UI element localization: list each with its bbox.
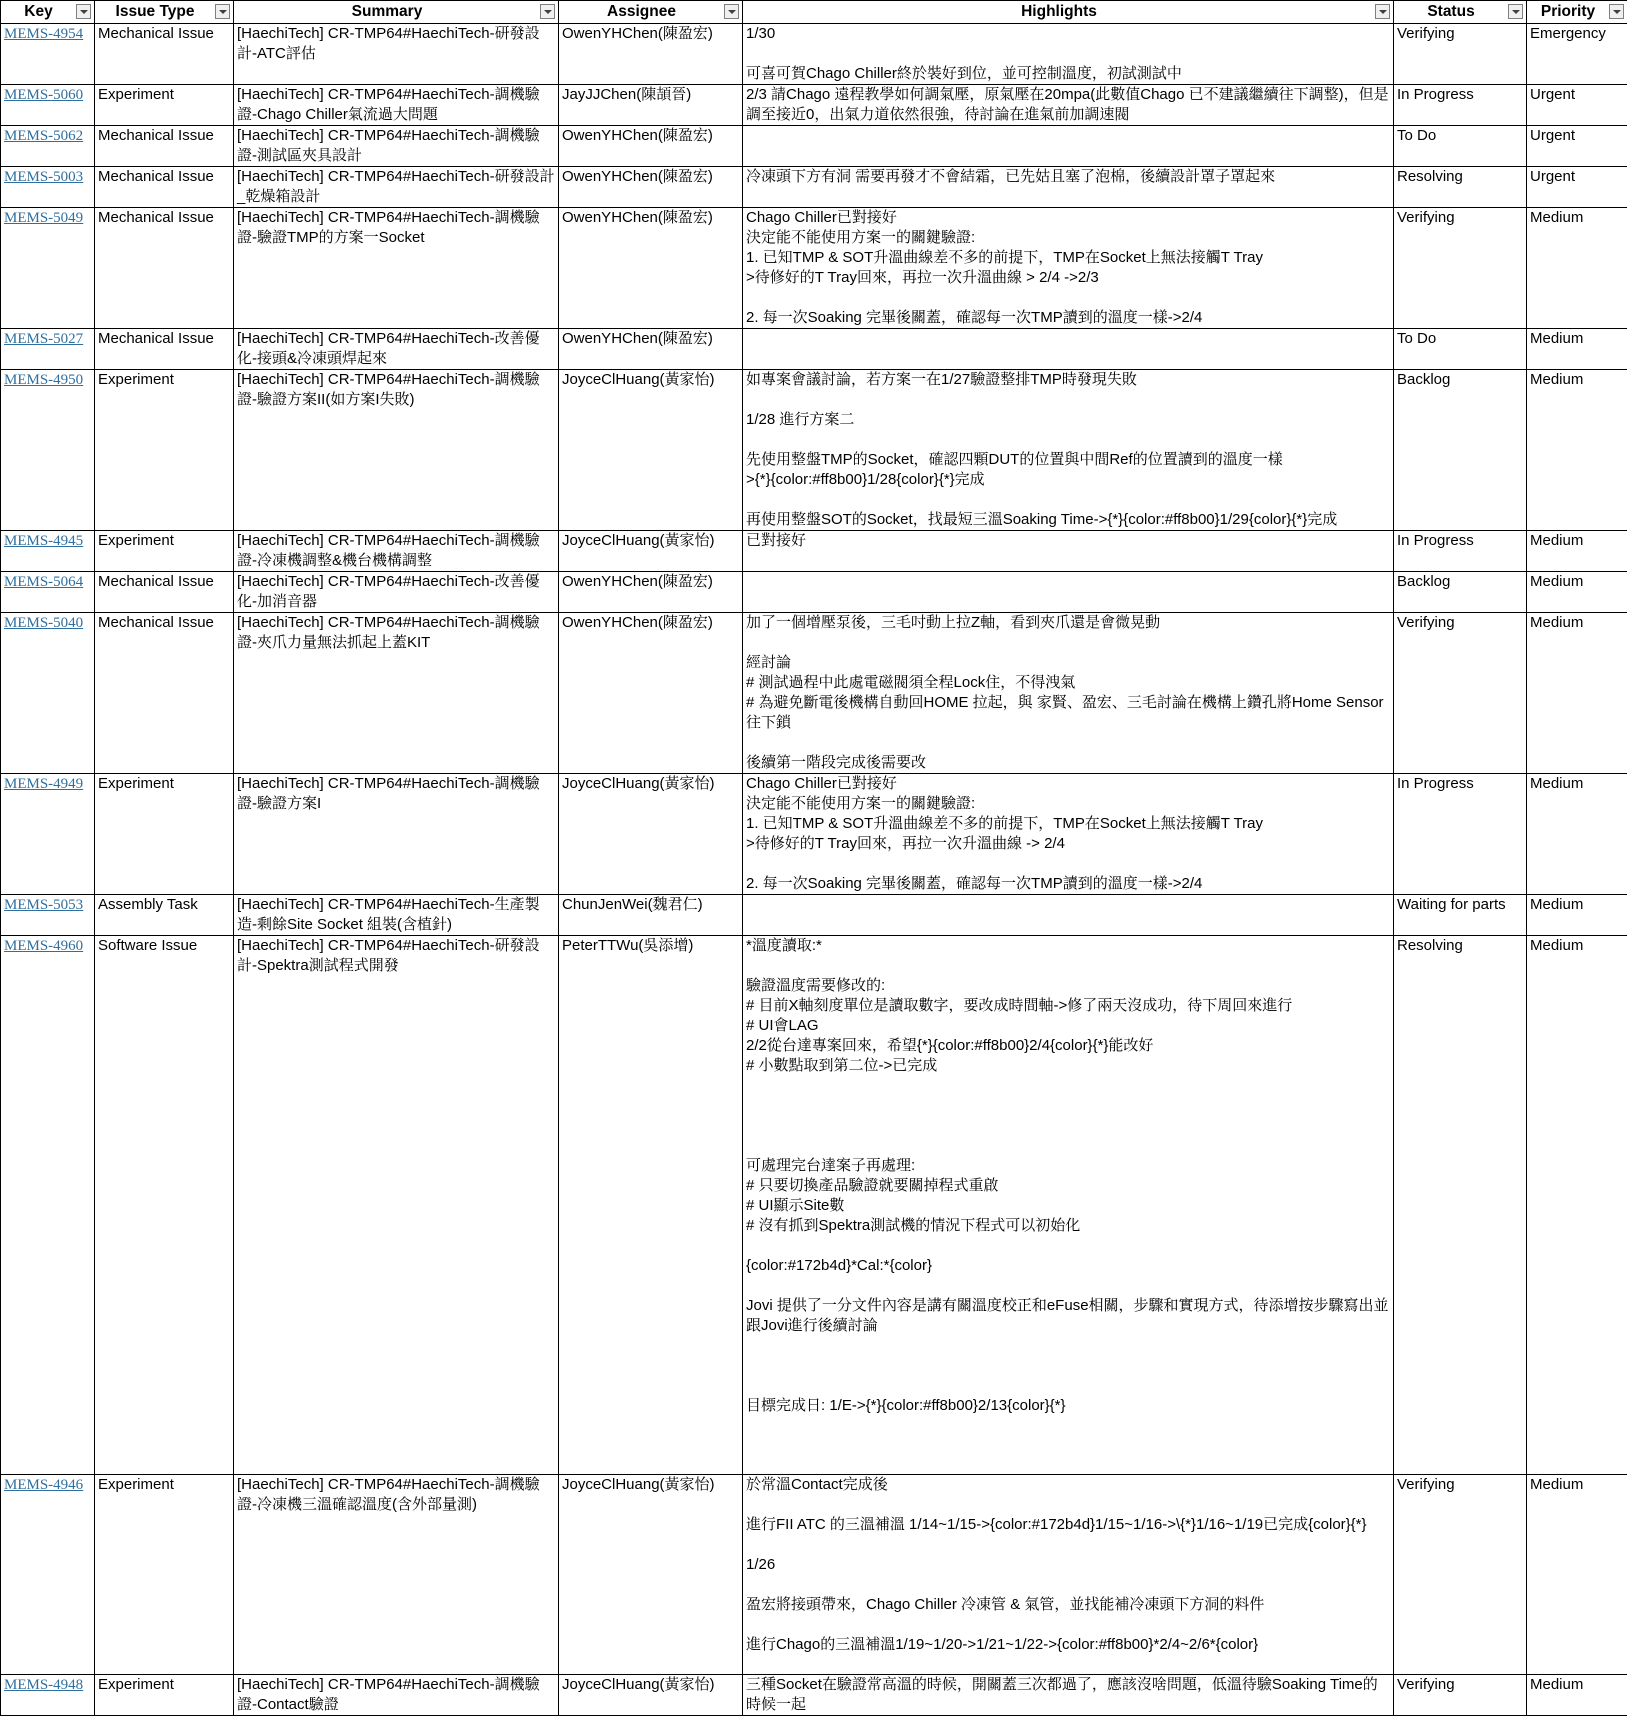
status-cell[interactable]: Backlog: [1394, 572, 1527, 613]
table-row: [1, 126, 1627, 167]
key-cell: [1, 208, 95, 329]
issue-key-link[interactable]: MEMS-5040: [4, 615, 83, 631]
table-row: [1, 936, 1627, 1475]
summary-cell[interactable]: [HaechiTech] CR-TMP64#HaechiTech-調機驗證-測試區夾具設計: [234, 126, 559, 167]
highlights-cell[interactable]: 三種Socket在驗證常高溫的時候，開關蓋三次都過了，應該沒啥問題，低溫待驗Soaking Time的時候一起: [743, 1675, 1394, 1716]
column-header-status: [1394, 1, 1527, 24]
summary-cell[interactable]: [HaechiTech] CR-TMP64#HaechiTech-研發設計_乾燥箱設計: [234, 167, 559, 208]
priority-cell[interactable]: Urgent: [1527, 126, 1627, 167]
key-cell: [1, 167, 95, 208]
status-cell[interactable]: Verifying: [1394, 208, 1527, 329]
status-cell[interactable]: To Do: [1394, 126, 1527, 167]
highlights-cell[interactable]: 已對接好: [743, 531, 1394, 572]
highlights-cell[interactable]: 如專案會議討論，若方案一在1/27驗證整排TMP時發現失敗 1/28 進行方案二 先使用整盤TMP的Socket，確認四顆DUT的位置與中間Ref的位置讀到的溫度一樣 >{*}{color:#ff8b00}1/28{color}{*}完成 再使用整盤SOT的Socket，找最短三溫Soaking Time->{*}{color:#ff8b00}1/29{color}{*}完成: [743, 370, 1394, 531]
priority-cell[interactable]: Urgent: [1527, 167, 1627, 208]
filter-dropdown-icon[interactable]: [1609, 4, 1624, 19]
summary-cell[interactable]: [HaechiTech] CR-TMP64#HaechiTech-生產製造-剩餘Site Socket 組裝(含植針): [234, 895, 559, 936]
issue-key-link[interactable]: MEMS-5053: [4, 897, 83, 913]
issue-key-link[interactable]: MEMS-5049: [4, 210, 83, 226]
table-row: [1, 774, 1627, 895]
highlights-cell[interactable]: 冷凍頭下方有洞 需要再發才不會結霜，已先姑且塞了泡棉，後續設計罩子罩起來: [743, 167, 1394, 208]
priority-cell[interactable]: Medium: [1527, 1475, 1627, 1675]
issue-key-link[interactable]: MEMS-5060: [4, 87, 83, 103]
column-header-label: Status: [1394, 1, 1526, 23]
filter-dropdown-icon[interactable]: [1375, 4, 1390, 19]
issue-type-cell[interactable]: Experiment: [95, 774, 234, 895]
summary-cell[interactable]: [HaechiTech] CR-TMP64#HaechiTech-調機驗證-驗證TMP的方案一Socket: [234, 208, 559, 329]
issue-type-cell[interactable]: Experiment: [95, 370, 234, 531]
key-cell: [1, 126, 95, 167]
priority-cell[interactable]: Medium: [1527, 531, 1627, 572]
priority-cell[interactable]: Medium: [1527, 613, 1627, 774]
priority-cell[interactable]: Urgent: [1527, 85, 1627, 126]
table-row: [1, 895, 1627, 936]
summary-cell[interactable]: [HaechiTech] CR-TMP64#HaechiTech-調機驗證-驗證方案I: [234, 774, 559, 895]
summary-cell[interactable]: [HaechiTech] CR-TMP64#HaechiTech-調機驗證-驗證方案II(如方案I失敗): [234, 370, 559, 531]
issue-type-cell[interactable]: Mechanical Issue: [95, 613, 234, 774]
status-cell[interactable]: In Progress: [1394, 774, 1527, 895]
highlights-cell[interactable]: [743, 572, 1394, 613]
issue-key-link[interactable]: MEMS-4946: [4, 1477, 83, 1493]
summary-cell[interactable]: [HaechiTech] CR-TMP64#HaechiTech-改善優化-接頭&冷凍頭焊起來: [234, 329, 559, 370]
highlights-cell[interactable]: 於常溫Contact完成後 進行FII ATC 的三溫補溫 1/14~1/15->{color:#172b4d}1/15~1/16->\{*}1/16~1/19已完成{color}{*} 1/26 盈宏將接頭帶來，Chago Chiller 冷凍管 & 氣管，並找能補冷凍頭下方洞的料件 進行Chago的三溫補溫1/19~1/20->1/21~1/22->{color:#ff8b00}*2/4~2/6*{color}: [743, 1475, 1394, 1675]
priority-cell[interactable]: Medium: [1527, 895, 1627, 936]
column-header-label: Issue Type: [95, 1, 233, 23]
summary-cell[interactable]: [HaechiTech] CR-TMP64#HaechiTech-改善優化-加消音器: [234, 572, 559, 613]
table-row: [1, 208, 1627, 329]
priority-cell[interactable]: Medium: [1527, 329, 1627, 370]
column-header-label: Highlights: [743, 1, 1393, 23]
assignee-cell[interactable]: JoyceClHuang(黃家怡): [559, 1675, 743, 1716]
issue-key-link[interactable]: MEMS-5027: [4, 331, 83, 347]
status-cell[interactable]: In Progress: [1394, 85, 1527, 126]
status-cell[interactable]: Verifying: [1394, 24, 1527, 85]
summary-cell[interactable]: [HaechiTech] CR-TMP64#HaechiTech-調機驗證-冷凍機三溫確認溫度(含外部量測): [234, 1475, 559, 1675]
priority-cell[interactable]: Medium: [1527, 1675, 1627, 1716]
summary-cell[interactable]: [HaechiTech] CR-TMP64#HaechiTech-研發設計-Spektra測試程式開發: [234, 936, 559, 1475]
highlights-cell[interactable]: [743, 126, 1394, 167]
status-cell[interactable]: Waiting for parts: [1394, 895, 1527, 936]
table-row: [1, 85, 1627, 126]
priority-cell[interactable]: Medium: [1527, 208, 1627, 329]
table-row: [1, 1475, 1627, 1675]
key-cell: [1, 1675, 95, 1716]
issue-key-link[interactable]: MEMS-4949: [4, 776, 83, 792]
issue-type-cell[interactable]: Experiment: [95, 1475, 234, 1675]
issue-type-cell[interactable]: Experiment: [95, 531, 234, 572]
assignee-cell[interactable]: OwenYHChen(陳盈宏): [559, 126, 743, 167]
priority-cell[interactable]: Medium: [1527, 936, 1627, 1475]
filter-dropdown-icon[interactable]: [215, 4, 230, 19]
issue-type-cell[interactable]: Experiment: [95, 85, 234, 126]
assignee-cell[interactable]: OwenYHChen(陳盈宏): [559, 329, 743, 370]
issue-key-link[interactable]: MEMS-4950: [4, 372, 83, 388]
assignee-cell[interactable]: OwenYHChen(陳盈宏): [559, 572, 743, 613]
table-row: [1, 572, 1627, 613]
highlights-cell[interactable]: [743, 329, 1394, 370]
issue-type-cell[interactable]: Software Issue: [95, 936, 234, 1475]
assignee-cell[interactable]: JoyceClHuang(黃家怡): [559, 531, 743, 572]
status-cell[interactable]: Backlog: [1394, 370, 1527, 531]
column-header-assignee: [559, 1, 743, 24]
highlights-cell[interactable]: 1/30 可喜可賀Chago Chiller終於裝好到位，並可控制溫度，初試測試中: [743, 24, 1394, 85]
table-row: [1, 1675, 1627, 1716]
filter-dropdown-icon[interactable]: [724, 4, 739, 19]
issue-type-cell[interactable]: Mechanical Issue: [95, 24, 234, 85]
issue-key-link[interactable]: MEMS-4954: [4, 26, 83, 42]
status-cell[interactable]: Verifying: [1394, 613, 1527, 774]
key-cell: [1, 936, 95, 1475]
summary-cell[interactable]: [HaechiTech] CR-TMP64#HaechiTech-調機驗證-Contact驗證: [234, 1675, 559, 1716]
priority-cell[interactable]: Emergency: [1527, 24, 1627, 85]
status-cell[interactable]: Verifying: [1394, 1475, 1527, 1675]
column-header-label: Key: [1, 1, 94, 23]
table-row: [1, 329, 1627, 370]
key-cell: [1, 24, 95, 85]
column-header-key: [1, 1, 95, 24]
table-row: [1, 613, 1627, 774]
highlights-cell[interactable]: *溫度讀取:* 驗證溫度需要修改的: # 目前X軸刻度單位是讀取數字，要改成時間軸->修了兩天沒成功，待下周回來進行 # UI會LAG 2/2從台達專案回來，希望{*}{color:#ff8b00}2/4{color}{*}能改好 # 小數點取到第二位->已完成 可處理完台達案子再處理: # 只要切換產品驗證就要關掉程式重啟 # UI顯示Site數 # 沒有抓到Spektra測試機的情況下程式可以初始化 {color:#172b4d}*Cal:*{color} Jovi 提供了一分文件內容是講有關溫度校正和eFuse相關，步驟和實現方式，待添增按步驟寫出並跟Jovi進行後續討論 目標完成日: 1/E->{*}{color:#ff8b00}2/13{color}{*}: [743, 936, 1394, 1475]
issue-type-cell[interactable]: Mechanical Issue: [95, 329, 234, 370]
summary-cell[interactable]: [HaechiTech] CR-TMP64#HaechiTech-調機驗證-冷凍機調整&機台機構調整: [234, 531, 559, 572]
highlights-cell[interactable]: Chago Chiller已對接好 決定能不能使用方案一的關鍵驗證: 1. 已知TMP & SOT升溫曲線差不多的前提下，TMP在Socket上無法接觸T Tray >待修好的T Tray回來，再拉一次升溫曲線 -> 2/4 2. 每一次Soaking 完畢後關蓋，確認每一次TMP讀到的溫度一樣->2/4: [743, 774, 1394, 895]
highlights-cell[interactable]: 2/3 請Chago 遠程教學如何調氣壓，原氣壓在20mpa(此數值Chago 已不建議繼續往下調整)，但是調至接近0，出氣力道依然很強，待討論在進氣前加調速閥: [743, 85, 1394, 126]
issue-type-cell[interactable]: Experiment: [95, 1675, 234, 1716]
issue-key-link[interactable]: MEMS-5003: [4, 169, 83, 185]
priority-cell[interactable]: Medium: [1527, 572, 1627, 613]
column-header-issue-type: [95, 1, 234, 24]
issue-type-cell[interactable]: Mechanical Issue: [95, 572, 234, 613]
column-header-highlights: [743, 1, 1394, 24]
assignee-cell[interactable]: OwenYHChen(陳盈宏): [559, 167, 743, 208]
column-header-summary: [234, 1, 559, 24]
key-cell: [1, 774, 95, 895]
issue-key-link[interactable]: MEMS-5062: [4, 128, 83, 144]
issue-key-link[interactable]: MEMS-5064: [4, 574, 83, 590]
filter-dropdown-icon[interactable]: [540, 4, 555, 19]
status-cell[interactable]: Verifying: [1394, 1675, 1527, 1716]
highlights-cell[interactable]: 加了一個增壓泵後，三毛吋動上拉Z軸，看到夾爪還是會微晃動 經討論 # 測試過程中此處電磁閥須全程Lock住，不得洩氣 # 為避免斷電後機構自動回HOME 拉起，與 家賢、盈宏、三毛討論在機構上鑽孔將Home Sensor往下鎖 後續第一階段完成後需要改: [743, 613, 1394, 774]
key-cell: [1, 1475, 95, 1675]
column-header-label: Summary: [234, 1, 558, 23]
issue-type-cell[interactable]: Assembly Task: [95, 895, 234, 936]
issue-key-link[interactable]: MEMS-4945: [4, 533, 83, 549]
status-cell[interactable]: Resolving: [1394, 936, 1527, 1475]
assignee-cell[interactable]: PeterTTWu(吳添增): [559, 936, 743, 1475]
header-row: [1, 1, 1627, 24]
issue-type-cell[interactable]: Mechanical Issue: [95, 126, 234, 167]
issue-key-link[interactable]: MEMS-4960: [4, 938, 83, 954]
column-header-priority: [1527, 1, 1627, 24]
assignee-cell[interactable]: JoyceClHuang(黃家怡): [559, 370, 743, 531]
summary-cell[interactable]: [HaechiTech] CR-TMP64#HaechiTech-調機驗證-夾爪力量無法抓起上蓋KIT: [234, 613, 559, 774]
issue-type-cell[interactable]: Mechanical Issue: [95, 167, 234, 208]
key-cell: [1, 329, 95, 370]
filter-dropdown-icon[interactable]: [1508, 4, 1523, 19]
key-cell: [1, 572, 95, 613]
status-cell[interactable]: In Progress: [1394, 531, 1527, 572]
key-cell: [1, 370, 95, 531]
key-cell: [1, 531, 95, 572]
column-header-label: Priority: [1527, 1, 1627, 23]
highlights-cell[interactable]: [743, 895, 1394, 936]
summary-cell[interactable]: [HaechiTech] CR-TMP64#HaechiTech-調機驗證-Chago Chiller氣流過大問題: [234, 85, 559, 126]
table-row: [1, 24, 1627, 85]
priority-cell[interactable]: Medium: [1527, 370, 1627, 531]
key-cell: [1, 85, 95, 126]
status-cell[interactable]: To Do: [1394, 329, 1527, 370]
filter-dropdown-icon[interactable]: [76, 4, 91, 19]
assignee-cell[interactable]: JoyceClHuang(黃家怡): [559, 774, 743, 895]
priority-cell[interactable]: Medium: [1527, 774, 1627, 895]
column-header-label: Assignee: [559, 1, 742, 23]
issue-key-link[interactable]: MEMS-4948: [4, 1677, 83, 1693]
assignee-cell[interactable]: JayJJChen(陳頡晉): [559, 85, 743, 126]
highlights-cell[interactable]: Chago Chiller已對接好 決定能不能使用方案一的關鍵驗證: 1. 已知TMP & SOT升溫曲線差不多的前提下，TMP在Socket上無法接觸T Tray >待修好的T Tray回來，再拉一次升溫曲線 > 2/4 ->2/3 2. 每一次Soaking 完畢後關蓋，確認每一次TMP讀到的溫度一樣->2/4: [743, 208, 1394, 329]
key-cell: [1, 613, 95, 774]
table-row: [1, 167, 1627, 208]
assignee-cell[interactable]: OwenYHChen(陳盈宏): [559, 208, 743, 329]
assignee-cell[interactable]: OwenYHChen(陳盈宏): [559, 613, 743, 774]
table-row: [1, 370, 1627, 531]
assignee-cell[interactable]: ChunJenWei(魏君仁): [559, 895, 743, 936]
assignee-cell[interactable]: OwenYHChen(陳盈宏): [559, 24, 743, 85]
status-cell[interactable]: Resolving: [1394, 167, 1527, 208]
issue-type-cell[interactable]: Mechanical Issue: [95, 208, 234, 329]
assignee-cell[interactable]: JoyceClHuang(黃家怡): [559, 1475, 743, 1675]
table-row: [1, 531, 1627, 572]
summary-cell[interactable]: [HaechiTech] CR-TMP64#HaechiTech-研發設計-ATC評估: [234, 24, 559, 85]
key-cell: [1, 895, 95, 936]
